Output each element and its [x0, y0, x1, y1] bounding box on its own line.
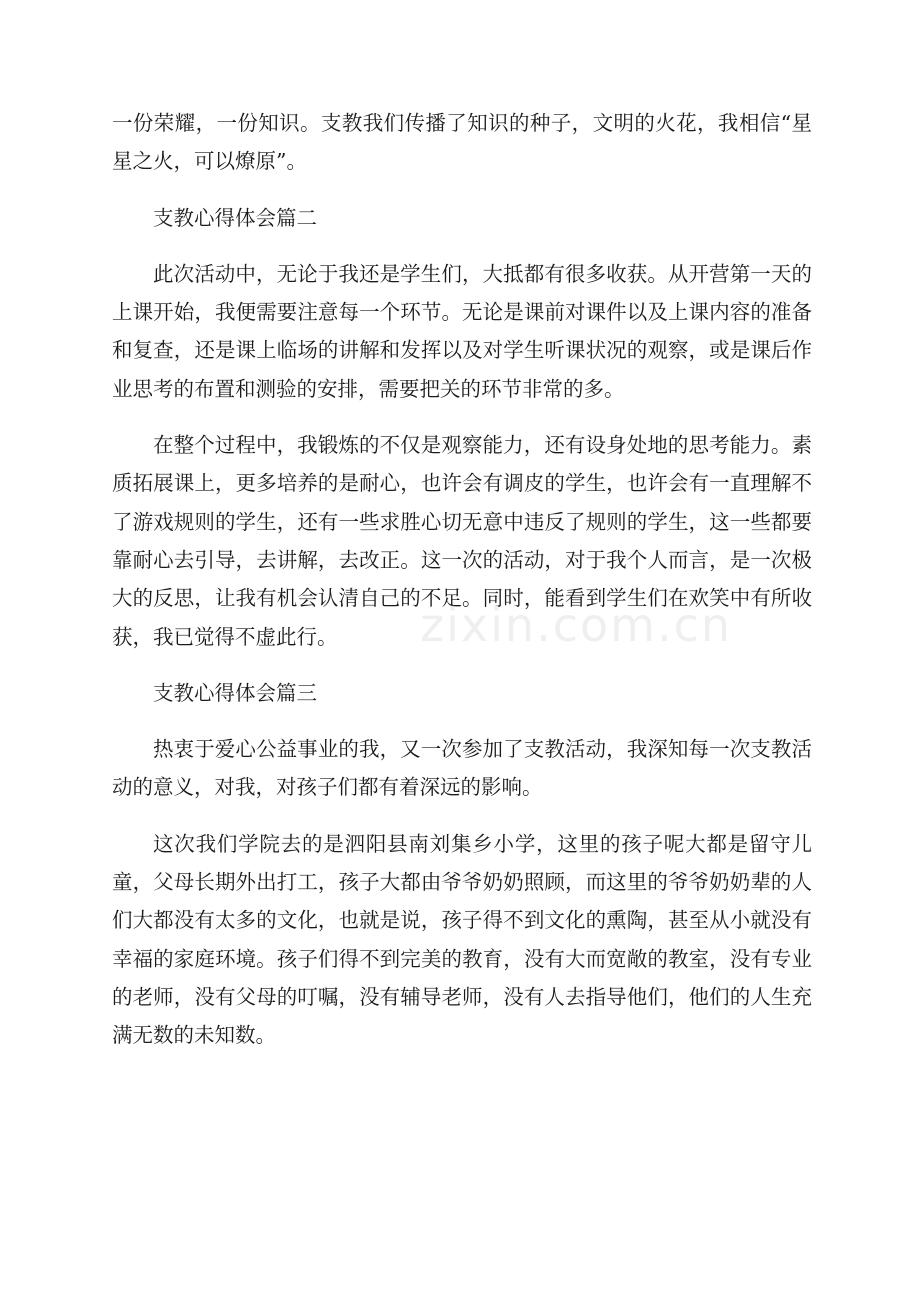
section-heading-three: 支教心得体会篇三 [153, 680, 317, 705]
paragraph-two-a: 此次活动中，无论于我还是学生们，大抵都有很多收获。从开营第一天的上课开始，我便需要注意每一个环节。无论是课前对课件以及上课内容的准备和复查，还是课上临场的讲解和发挥以及对学生听课状况的观察，或是课后作业思考的布置和测验的安排，需要把关的环节非常的多。 [112, 261, 812, 401]
watermark-text: zixin.com.cn [420, 598, 733, 652]
paragraph-three-a: 热衷于爱心公益事业的我，又一次参加了支教活动，我深知每一次支教活动的意义，对我，对孩子们都有着深远的影响。 [112, 737, 812, 800]
paragraph-three-b: 这次我们学院去的是泗阳县南刘集乡小学，这里的孩子呢大都是留守儿童，父母长期外出打工，孩子大都由爷爷奶奶照顾，而这里的爷爷奶奶辈的人们大都没有太多的文化，也就是说，孩子得不到文化的熏陶，甚至从小就没有幸福的家庭环境。孩子们得不到完美的教育，没有大而宽敞的教室，没有专业的老师，没有父母的叮嘱，没有辅导老师，没有人去指导他们，他们的人生充满无数的未知数。 [112, 831, 812, 1048]
paragraph-intro: 一份荣耀，一份知识。支教我们传播了知识的种子，文明的火花，我相信“星星之火，可以燎原”。 [112, 111, 812, 174]
paragraph-two-b: 在整个过程中，我锻炼的不仅是观察能力，还有设身处地的思考能力。素质拓展课上，更多培养的是耐心，也许会有调皮的学生，也许会有一直理解不了游戏规则的学生，还有一些求胜心切无意中违反了规则的学生，这一些都要靠耐心去引导，去讲解，去改正。这一次的活动，对于我个人而言，是一次极大的反思，让我有机会认清自己的不足。同时，能看到学生们在欢笑中有所收获，我已觉得不虚此行。 [112, 433, 812, 649]
document-page [112, 104, 812, 1073]
section-heading-two: 支教心得体会篇二 [153, 205, 317, 230]
